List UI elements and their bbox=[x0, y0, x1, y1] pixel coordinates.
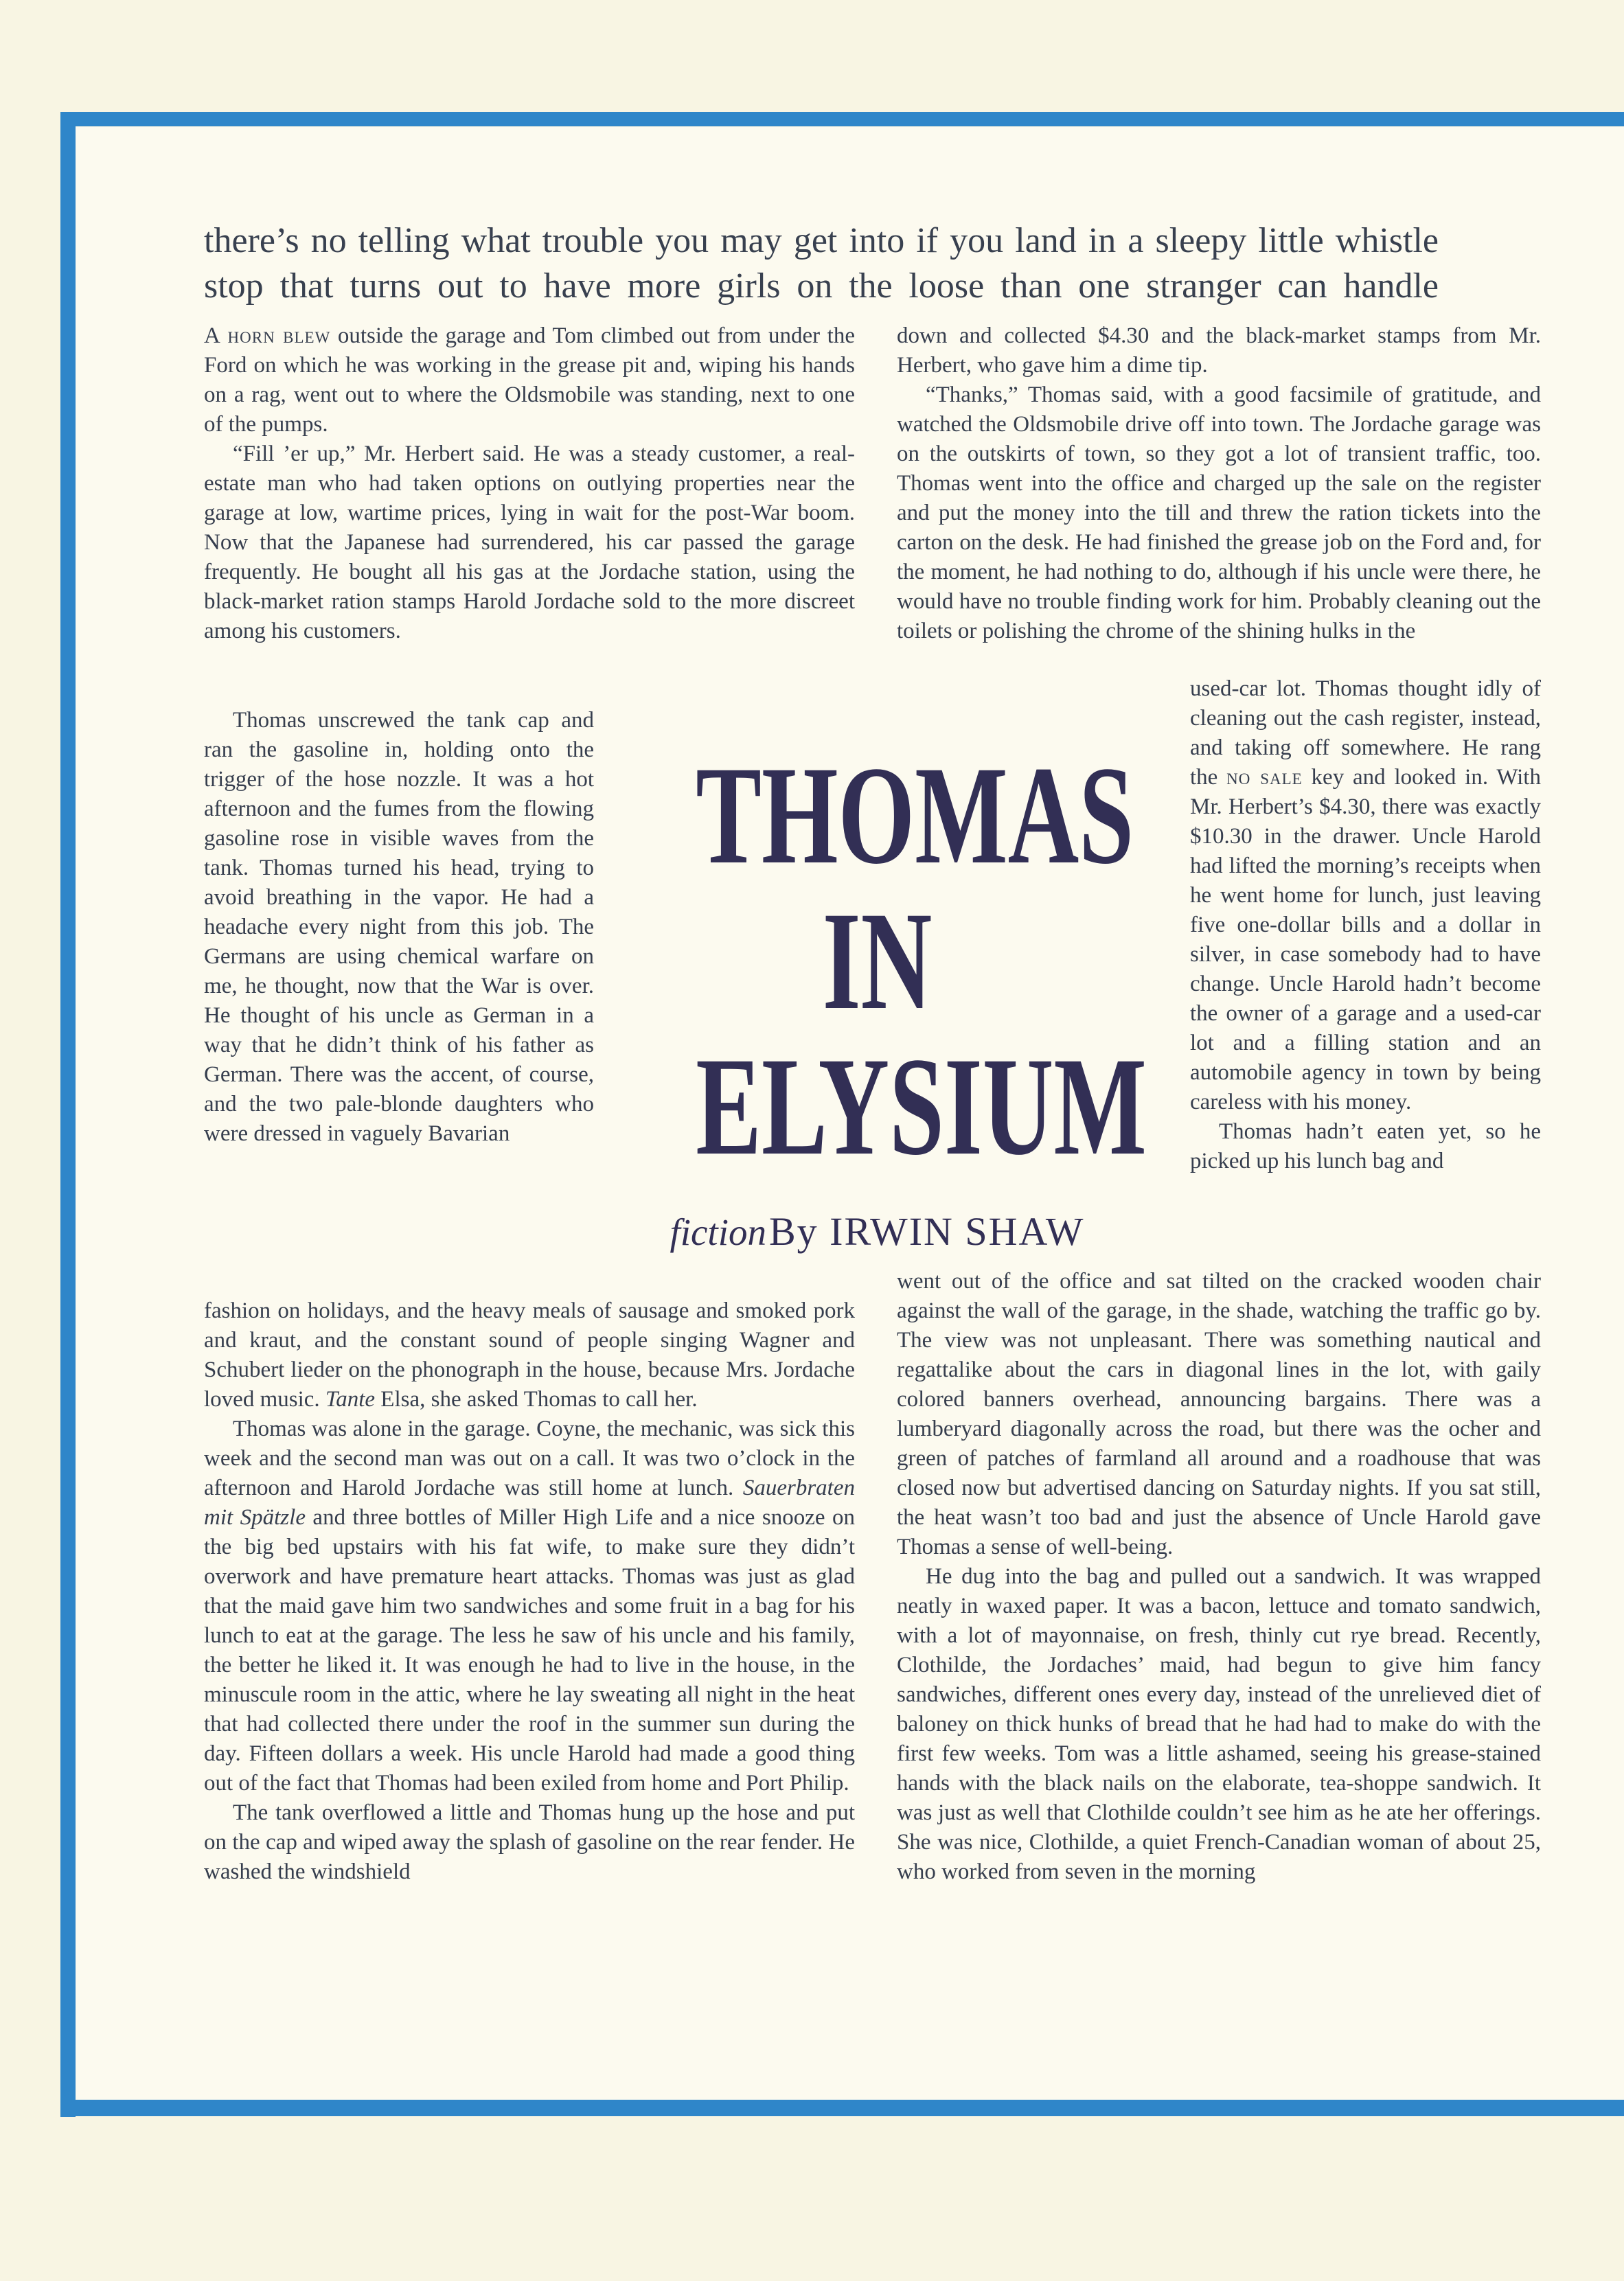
paragraph bbox=[1190, 1117, 1541, 1176]
byline bbox=[618, 1208, 1136, 1254]
paragraph bbox=[897, 380, 1541, 646]
deck-line-1: there’s no telling what trouble you may get into if you land in a sleepy little whistle bbox=[204, 221, 1439, 260]
text-segment: Elsa, she asked Thomas to call her. bbox=[375, 1387, 698, 1412]
title-line-1: THOMAS bbox=[696, 737, 1134, 893]
title-line-3: ELYSIUM bbox=[696, 1029, 1147, 1184]
text-segment: key and looked in. With Mr. Herbert’s $4.30, there was exactly $10.30 in the drawer. Uncle Harold had lifted the morning’s receipts when he went home for lunch, just leaving five one-dollar bills and a dollar in silver, in case somebody had to have change. Uncle Harold hadn’t become the owner of a garage and a used-car lot and a filling station and an automobile agency in town by being careless with his money. bbox=[1190, 765, 1541, 1114]
paragraph bbox=[204, 439, 855, 646]
frame-bottom-rule bbox=[60, 2100, 1624, 2116]
right-column-top bbox=[897, 321, 1541, 646]
text-segment: “Thanks,” Thomas said, with a good facsimile of gratitude, and watched the Oldsmobile drive off into town. The Jordache garage was on the outskirts of town, so they got a lot of transient traffic, too. Thomas went into the office and charged up the sale on the register and put the money into the till and threw the ration tickets into the carton on the desk. He had finished the grease job on the Ford and, for the moment, he had nothing to do, although if his uncle were there, he would have no trouble finding work for him. Probably cleaning out the toilets or polishing the chrome of the shining hulks in the bbox=[897, 382, 1541, 643]
paragraph bbox=[204, 1414, 855, 1798]
paragraph bbox=[204, 1296, 855, 1414]
text-segment: fashion on holidays, and the heavy meals of sausage and smoked pork and kraut, and the constant sound of people singing Wagner and Schubert lieder on the phonograph in the house, because Mrs. Jordache loved music. bbox=[204, 1298, 855, 1412]
paragraph bbox=[204, 321, 855, 439]
left-column-bottom bbox=[204, 1296, 855, 1887]
paragraph bbox=[204, 706, 594, 1149]
text-segment: Thomas unscrewed the tank cap and ran the gasoline in, holding onto the trigger of the hose nozzle. It was a hot afternoon and the fumes from the flowing gasoline rose in visible waves from the tank. Thomas turned his head, trying to avoid breathing in the vapor. He had a headache every night from this job. The Germans are using chemical warfare on me, he thought, now that the War is over. He thought of his uncle as German in a way that he didn’t think of his father as German. There was the accent, of course, and the two pale-blonde daughters who were dressed in vaguely Bavarian bbox=[204, 708, 594, 1146]
paragraph bbox=[897, 1267, 1541, 1562]
text-segment: Tante bbox=[325, 1387, 376, 1412]
text-segment: He dug into the bag and pulled out a sandwich. It was wrapped neatly in waxed paper. It was a bacon, lettuce and tomato sandwich, with a lot of mayonnaise, on fresh, thinly cut rye bread. Recently, Clothilde, the Jordaches’ maid, had begun to give him fancy sandwiches, different ones every day, instead of the unrelieved diet of baloney on thick hunks of bread that he had had to make do with the first few weeks. Tom was a little ashamed, seeing his grease-stained hands with the black nails on the elaborate, tea-shoppe sandwich. It was just as well that Clothilde couldn’t see him as he ate her offerings. She was nice, Clothilde, a quiet French-Canadian woman of about 25, who worked from seven in the morning bbox=[897, 1564, 1541, 1884]
text-segment: Sauerbraten mit Spätzle bbox=[204, 1476, 855, 1530]
deck-line-2: stop that turns out to have more girls on the loose than one stranger can handle bbox=[204, 266, 1439, 306]
text-segment: “Fill ’er up,” Mr. Herbert said. He was a steady customer, a real-estate man who had taken options on outlying properties near the garage at low, wartime prices, lying in wait for the post-War boom. Now that the Japanese had surrendered, his car passed the garage frequently. He bought all his gas at the Jordache station, using the black-market ration stamps Harold Jordache sold to the more discreet among his customers. bbox=[204, 442, 855, 643]
frame-top-rule bbox=[60, 112, 1624, 126]
paragraph bbox=[897, 1562, 1541, 1887]
deck-standfirst bbox=[204, 218, 1439, 309]
byline-author-text: By IRWIN SHAW bbox=[768, 1209, 1085, 1254]
text-segment: went out of the office and sat tilted on the cracked wooden chair against the wall of the garage, in the shade, watching the traffic go by. The view was not unpleasant. There was something nautical and regattalike about the cars in diagonal lines in the lot, with gaily colored banners overhead, announcing bargains. There was a lumberyard diagonally across the road, but there was the ocher and green of patches of farmland all around and a roadhouse that was closed now but advertised dancing on Saturday nights. If you sat still, the heat wasn’t too bad and just the absence of Uncle Harold gave Thomas a sense of well-being. bbox=[897, 1269, 1541, 1559]
byline-author bbox=[769, 1209, 1085, 1254]
byline-kicker: fiction bbox=[670, 1211, 766, 1253]
left-column-top bbox=[204, 321, 855, 646]
paragraph bbox=[897, 321, 1541, 380]
right-column-narrow bbox=[1190, 674, 1541, 1176]
paragraph bbox=[1190, 674, 1541, 1117]
frame-left-rule bbox=[60, 112, 76, 2117]
title-line-2: IN bbox=[822, 883, 933, 1039]
text-segment: and three bottles of Miller High Life and a nice snooze on the big bed upstairs with his fat wife, to make sure they didn’t overwork and have premature heart attacks. Thomas was just as glad that the maid gave him two sandwiches and some fruit in a bag for his lunch to eat at the garage. The less he saw of his uncle and his family, the better he liked it. It was enough he had to live in the house, in the minuscule room in the attic, where he lay sweating all night in the heat that had collected there under the roof in the summer sun during the day. Fifteen dollars a week. His uncle Harold had made a good thing out of the fact that Thomas had been exiled from home and Port Philip. bbox=[204, 1505, 856, 1796]
right-column-bottom bbox=[897, 1267, 1541, 1887]
text-segment: The tank overflowed a little and Thomas hung up the hose and put on the cap and wiped away the splash of gasoline on the rear fender. He washed the windshield bbox=[204, 1800, 855, 1884]
paragraph bbox=[204, 1798, 855, 1887]
text-segment: down and collected $4.30 and the black-market stamps from Mr. Herbert, who gave him a dime tip. bbox=[897, 323, 1541, 378]
text-segment: outside the garage and Tom climbed out from under the Ford on which he was working in the grease pit and, wiping his hands on a rag, went out to where the Oldsmobile was standing, next to one of the pumps. bbox=[204, 323, 855, 437]
text-segment: Thomas was alone in the garage. Coyne, the mechanic, was sick this week and the second man was out on a call. It was two o’clock in the afternoon and Harold Jordache was still home at lunch. bbox=[204, 1417, 855, 1500]
story-title bbox=[618, 737, 1147, 1184]
text-segment: used-car lot. Thomas thought idly of cleaning out the cash register, instead, and taking off somewhere. He rang the bbox=[1190, 676, 1541, 790]
left-column-narrow bbox=[204, 706, 594, 1149]
text-segment: no sale bbox=[1226, 765, 1303, 790]
text-segment: A horn blew bbox=[204, 323, 331, 348]
text-segment: Thomas hadn’t eaten yet, so he picked up his lunch bag and bbox=[1190, 1119, 1541, 1173]
